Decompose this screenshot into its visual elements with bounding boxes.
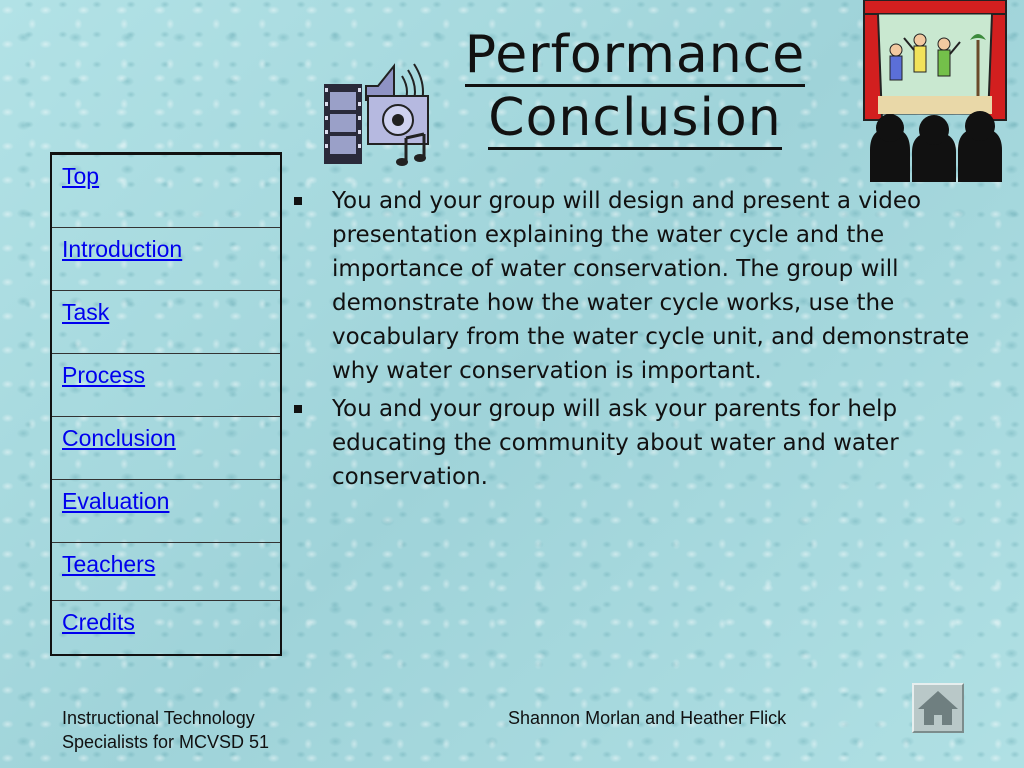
nav-cell-teachers: [52, 543, 280, 601]
page-title: [440, 24, 830, 150]
footer-organization-line-1: Instructional Technology: [62, 708, 255, 728]
content-bullets: [292, 184, 1012, 498]
film-music-icon: [322, 58, 447, 168]
footer-organization-line-2: Specialists for MCVSD 51: [62, 732, 270, 752]
nav-link-top[interactable]: Top: [62, 163, 100, 189]
nav-cell-top: [52, 155, 280, 228]
nav-link-task[interactable]: Task: [62, 299, 110, 325]
home-button[interactable]: [912, 683, 964, 733]
nav-link-conclusion[interactable]: Conclusion: [62, 425, 176, 451]
bullet-item: [292, 392, 1012, 494]
home-icon: [914, 685, 962, 731]
nav-link-teachers[interactable]: Teachers: [62, 551, 156, 577]
nav-cell-introduction: [52, 228, 280, 291]
nav-cell-process: [52, 354, 280, 417]
nav-link-introduction[interactable]: Introduction: [62, 236, 183, 262]
bullet-text: You and your group will ask your parents for help educating the community about water and water conservation.: [332, 396, 899, 490]
footer-organization: [62, 706, 322, 754]
theater-stage-icon: [860, 0, 1010, 182]
bullet-text: You and your group will design and present a video presentation explaining the water cycle and the importance of water conservation. The group will demonstrate how the water cycle works, use the vocabulary from the water cycle unit, and demonstrate why water conservation is important.: [332, 188, 970, 384]
nav-table: [50, 152, 282, 656]
nav-link-process[interactable]: Process: [62, 362, 146, 388]
nav-link-credits[interactable]: Credits: [62, 609, 135, 635]
nav-cell-evaluation: [52, 480, 280, 543]
nav-cell-task: [52, 291, 280, 354]
nav-cell-credits: [52, 601, 280, 654]
nav-link-evaluation[interactable]: Evaluation: [62, 488, 170, 514]
page-title-line-1: Performance: [464, 25, 806, 85]
bullet-square-icon: [294, 197, 302, 205]
nav-cell-conclusion: [52, 417, 280, 480]
footer-authors: Shannon Morlan and Heather Flick: [508, 708, 787, 728]
page-title-line-2: Conclusion: [488, 88, 782, 148]
bullet-item: [292, 184, 1012, 388]
bullet-square-icon: [294, 405, 302, 413]
